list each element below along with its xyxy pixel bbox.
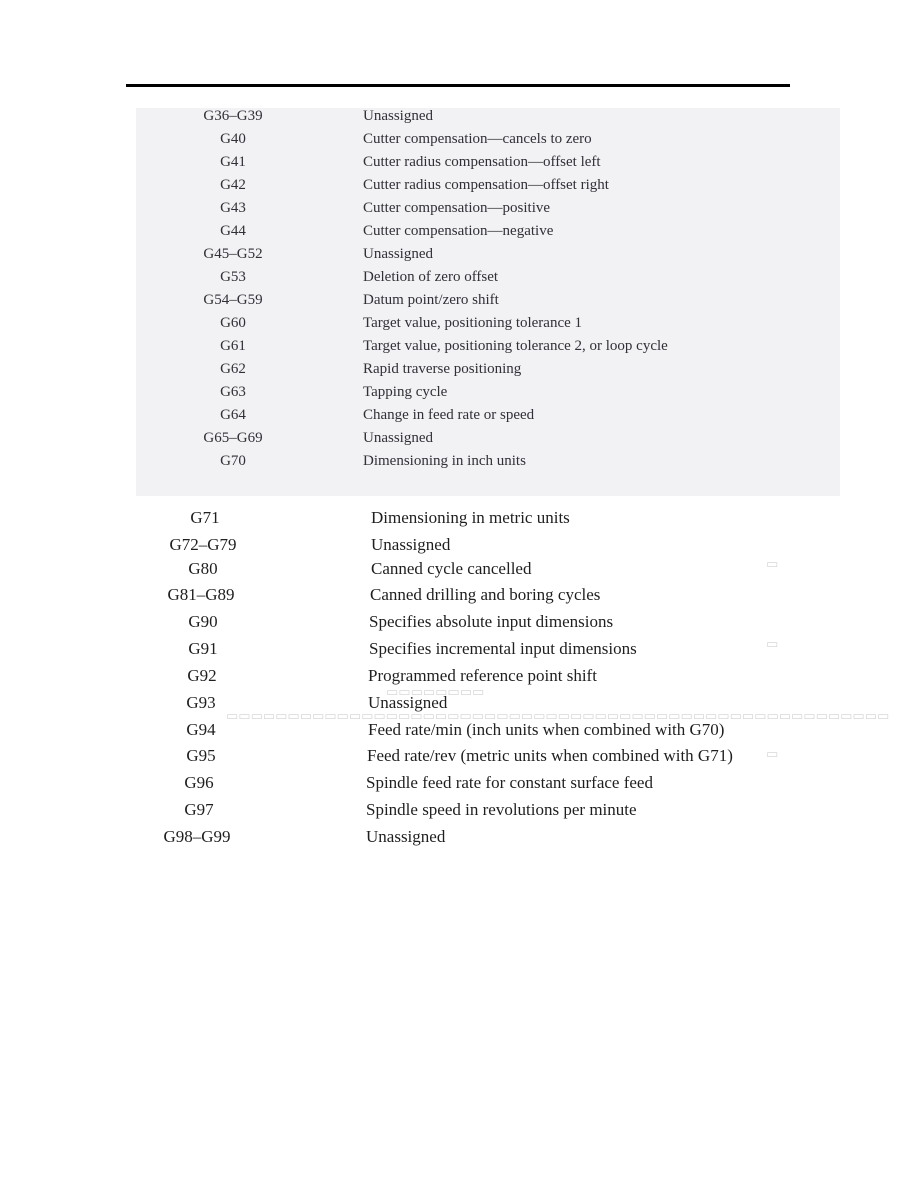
table-row [136, 108, 840, 130]
g-code-description: Rapid traverse positioning [363, 361, 522, 377]
g-code-description: Canned cycle cancelled [371, 559, 532, 578]
g-code-description: Tapping cycle [363, 384, 448, 400]
g-code: G71 [190, 508, 220, 527]
table-row [136, 430, 840, 452]
g-code: G97 [184, 800, 214, 819]
g-code: G53 [220, 269, 246, 285]
g-code-description: Cutter radius compensation—offset left [363, 154, 601, 170]
table-row [136, 269, 840, 291]
g-code-description: Cutter compensation—positive [363, 200, 551, 216]
g-code-description: Dimensioning in inch units [363, 453, 526, 469]
g-code: G40 [220, 131, 246, 147]
g-code: G95 [186, 746, 216, 765]
g-code-description: Specifies incremental input dimensions [369, 639, 637, 658]
table-row [136, 746, 840, 768]
table-row [136, 338, 840, 360]
bleed-through-mark: ▭ [766, 636, 779, 651]
table-row [136, 800, 840, 822]
bleed-through-mark: ▭ [766, 556, 779, 571]
g-code-description: Target value, positioning tolerance 1 [363, 315, 583, 331]
table-row [136, 508, 840, 530]
table-row [136, 535, 840, 557]
g-code: G80 [188, 559, 218, 578]
bleed-through-mark: ▭ [766, 746, 779, 761]
g-code: G41 [220, 154, 246, 170]
table-row [136, 639, 840, 661]
table-row [136, 585, 840, 607]
g-code-description: Feed rate/rev (metric units when combined with G71) [367, 746, 733, 765]
table-row [136, 177, 840, 199]
g-code-description: Unassigned [371, 535, 451, 554]
g-code-description: Unassigned [363, 246, 433, 262]
g-code: G43 [220, 200, 246, 216]
table-row [136, 666, 840, 688]
g-code: G92 [187, 666, 217, 685]
g-code: G91 [188, 639, 218, 658]
g-code: G42 [220, 177, 246, 193]
table-row [136, 559, 840, 581]
g-code: G96 [184, 773, 214, 792]
g-code-description: Feed rate/min (inch units when combined with G70) [368, 720, 725, 739]
g-code-description: Change in feed rate or speed [363, 407, 535, 423]
table-row [136, 361, 840, 383]
g-code: G65–G69 [203, 430, 263, 446]
g-code: G61 [220, 338, 246, 354]
g-code: G72–G79 [169, 535, 237, 554]
table-row [136, 453, 840, 475]
table-row [136, 246, 840, 268]
table-row [136, 384, 840, 406]
g-code-description: Unassigned [363, 108, 433, 124]
g-code-description: Cutter radius compensation—offset right [363, 177, 609, 193]
header-rule [126, 84, 790, 87]
table-row [136, 154, 840, 176]
g-code: G64 [220, 407, 246, 423]
table-row [136, 720, 840, 742]
g-code-description: Unassigned [368, 693, 448, 712]
g-code: G62 [220, 361, 246, 377]
g-code-description: Deletion of zero offset [363, 269, 499, 285]
g-code-description: Specifies absolute input dimensions [369, 612, 614, 631]
g-code: G94 [186, 720, 216, 739]
g-code: G36–G39 [203, 108, 263, 124]
g-code: G98–G99 [163, 827, 231, 846]
g-code: G81–G89 [167, 585, 235, 604]
g-code-description: Dimensioning in metric units [371, 508, 570, 527]
g-code-description: Spindle feed rate for constant surface feed [366, 773, 653, 792]
table-row [136, 292, 840, 314]
bleed-through-mark: ▭▭▭▭▭▭▭▭▭▭▭▭▭▭▭▭▭▭▭▭▭▭▭▭▭▭▭▭▭▭▭▭▭▭▭▭▭▭▭▭▭▭▭▭▭▭▭▭▭▭▭▭▭▭ [226, 708, 890, 723]
table-row [136, 827, 840, 849]
g-code-description: Datum point/zero shift [363, 292, 499, 308]
table-row [136, 407, 840, 429]
g-code-description: Unassigned [366, 827, 446, 846]
table-row [136, 693, 840, 715]
g-code-description: Programmed reference point shift [368, 666, 597, 685]
g-code-description: Cutter compensation—cancels to zero [363, 131, 592, 147]
table-row [136, 612, 840, 634]
g-code: G44 [220, 223, 246, 239]
g-code: G93 [186, 693, 216, 712]
table-row [136, 223, 840, 245]
g-code-description: Unassigned [363, 430, 433, 446]
table-row [136, 315, 840, 337]
g-code: G70 [220, 453, 246, 469]
g-code-description: Spindle speed in revolutions per minute [366, 800, 637, 819]
g-code-description: Target value, positioning tolerance 2, or loop cycle [363, 338, 668, 354]
g-code: G90 [188, 612, 218, 631]
bleed-through-mark: ▭▭▭▭▭▭▭▭ [386, 684, 485, 699]
g-code-description: Canned drilling and boring cycles [370, 585, 601, 604]
table-row [136, 131, 840, 153]
g-code: G60 [220, 315, 246, 331]
g-code: G54–G59 [203, 292, 263, 308]
g-code-description: Cutter compensation—negative [363, 223, 554, 239]
g-code-table-upper-scan [136, 108, 840, 496]
g-code-table-lower-scan [136, 496, 890, 868]
table-row [136, 200, 840, 222]
g-code: G45–G52 [203, 246, 263, 262]
table-row [136, 773, 840, 795]
g-code: G63 [220, 384, 246, 400]
